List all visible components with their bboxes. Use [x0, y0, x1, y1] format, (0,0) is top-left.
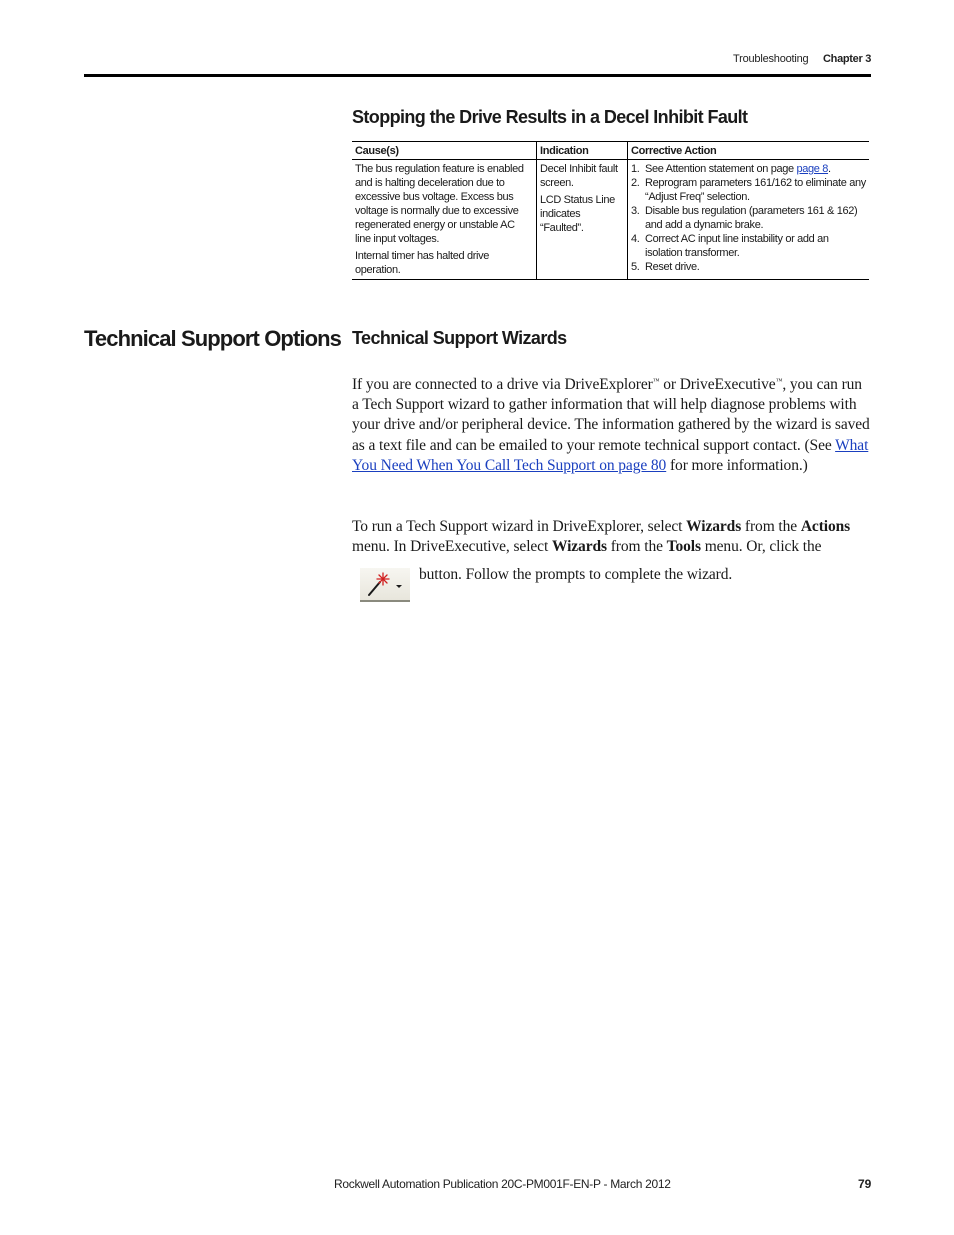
wizard-button-caption: button. Follow the prompts to complete the wizard.: [419, 566, 733, 583]
list-number: 5.: [631, 261, 640, 273]
wizard-instructions-paragraph: [352, 517, 872, 557]
list-number: 1.: [631, 163, 640, 175]
wizard-wand-icon: [360, 568, 410, 600]
tech-support-paragraph: [352, 375, 872, 476]
list-item-text: Reset drive.: [645, 261, 700, 273]
list-item-text: Correct AC input line instability or add an isolation transformer.: [645, 233, 829, 259]
para-text: To run a Tech Support wizard in DriveExplorer, select: [352, 518, 687, 535]
list-item-text: Disable bus regulation (parameters 161 & 162) and add a dynamic brake.: [645, 205, 858, 231]
list-item-text-end: .: [828, 163, 831, 175]
menu-item-wizards: Wizards: [551, 538, 607, 556]
menu-tools: Tools: [666, 538, 701, 556]
corrective-action-list: [631, 162, 866, 274]
running-header-chapter: Chapter 3: [823, 53, 872, 65]
list-number: 4.: [631, 233, 640, 245]
trademark-symbol: ™: [775, 376, 783, 385]
table-header-row: [352, 142, 869, 160]
support-section-subtitle: Technical Support Wizards: [352, 328, 567, 348]
para-text: from the: [741, 518, 801, 535]
menu-actions: Actions: [800, 518, 851, 535]
footer-page-number: 79: [858, 1177, 872, 1191]
corrective-action-cell: [628, 160, 870, 280]
indication-text: LCD Status Line indicates “Faulted”.: [540, 194, 615, 234]
list-number: 2.: [631, 177, 640, 189]
chevron-down-icon: [396, 585, 402, 588]
wizard-button: [360, 568, 410, 602]
support-section-title: Technical Support Options: [84, 326, 341, 351]
list-item: [631, 162, 866, 176]
indication-cell: [537, 160, 628, 280]
list-item: [631, 232, 866, 260]
footer-publication: Rockwell Automation Publication 20C-PM001F-EN-P - March 2012: [334, 1177, 671, 1191]
para-text: or DriveExecutive: [659, 376, 776, 393]
list-item-text: Reprogram parameters 161/162 to eliminate any “Adjust Freq” selection.: [645, 177, 866, 203]
header-rule: [84, 74, 871, 77]
list-item: [631, 260, 866, 274]
para-text: , you can run a Tech Support wizard to gather information that will help diagnose problems with your drive and/or peripheral device. The information gathered by the wizard is saved as a text file and can be emailed to your remote technical support contact. (See: [352, 376, 870, 454]
para-text: If you are connected to a drive via DriveExplorer: [352, 376, 653, 393]
fault-section-title: Stopping the Drive Results in a Decel Inhibit Fault: [352, 107, 748, 127]
para-text: from the: [606, 538, 667, 556]
para-text: for more information.): [666, 456, 808, 474]
list-item: [631, 176, 866, 204]
table-row: [352, 160, 869, 280]
list-item: [631, 204, 866, 232]
column-header-indication: Indication: [537, 142, 628, 160]
column-header-causes: Cause(s): [352, 142, 537, 160]
trademark-symbol: ™: [652, 376, 660, 385]
tech-support-page-80-link[interactable]: What You Need When You Call Tech Support on page 80: [352, 436, 869, 474]
cause-text: Internal timer has halted drive operation.: [355, 250, 490, 276]
menu-item-wizards: Wizards: [686, 518, 742, 535]
para-text: menu. Or, click the: [700, 538, 822, 556]
running-header-section: Troubleshooting: [733, 53, 809, 65]
column-header-corrective-action: Corrective Action: [628, 142, 870, 160]
page-8-link[interactable]: page 8: [796, 163, 829, 175]
indication-text: Decel Inhibit fault screen.: [540, 163, 618, 189]
causes-cell: [352, 160, 537, 280]
list-number: 3.: [631, 205, 640, 217]
cause-text: The bus regulation feature is enabled and is halting deceleration due to excessive bus voltage. Excess bus voltage is normally due to excessive regenerated energy or unstable AC line input voltages.: [355, 163, 524, 245]
fault-table: [352, 141, 869, 280]
list-item-text: See Attention statement on page: [645, 163, 797, 175]
para-text: menu. In DriveExecutive, select: [352, 538, 552, 556]
